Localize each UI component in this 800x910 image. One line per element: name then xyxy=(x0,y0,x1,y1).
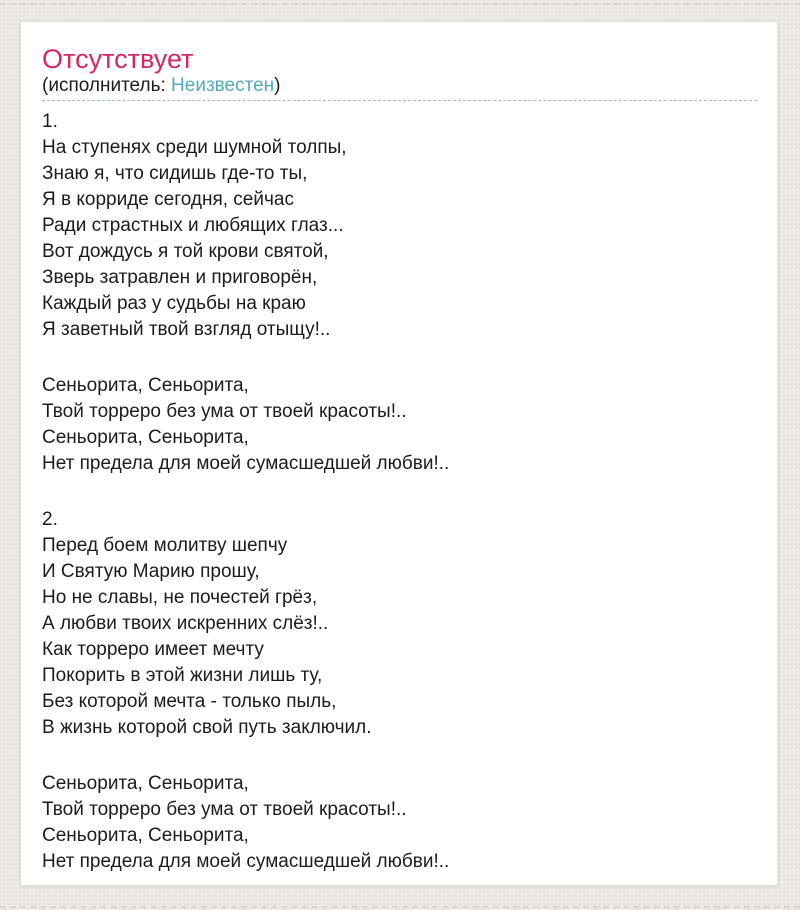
lyrics-stanza: Сеньорита, Сеньорита, Твой торреро без ума от твоей красоты!.. Сеньорита, Сеньорита, Нет предела для моей сумасшедшей любви!.. xyxy=(42,375,450,474)
lyrics-stanza: Сеньорита, Сеньорита, Твой торреро без ума от твоей красоты!.. Сеньорита, Сеньорита, Нет предела для моей сумасшедшей любви!.. xyxy=(42,773,450,872)
artist-line-suffix: ) xyxy=(274,75,281,96)
lyrics-text xyxy=(42,109,757,875)
lyrics-stanza: 1. На ступенях среди шумной толпы, Знаю я, что сидишь где-то ты, Я в корриде сегодня, сейчас Ради страстных и любящих глаз... Вот дождусь я той крови святой, Зверь затравлен и приговорён, Каждый раз у судьбы на краю Я заветный твой взгляд отыщу!.. xyxy=(42,111,347,340)
lyrics-stanza: 2. Перед боем молитву шепчу И Святую Марию прошу, Но не славы, не почестей грёз, А любви твоих искренних слёз!.. Как торреро имеет мечту Покорить в этой жизни лишь ту, Без которой мечта - только пыль, В жизнь которой свой путь заключил. xyxy=(42,509,372,738)
artist-link[interactable]: Неизвестен xyxy=(171,75,275,96)
artist-line xyxy=(42,75,757,101)
page-top-stitch-line xyxy=(0,3,800,5)
lyrics-card xyxy=(20,21,778,886)
song-title: Отсутствует xyxy=(42,44,194,74)
artist-label: (исполнитель: xyxy=(42,75,172,96)
page-bottom-stitch-line xyxy=(0,906,800,908)
